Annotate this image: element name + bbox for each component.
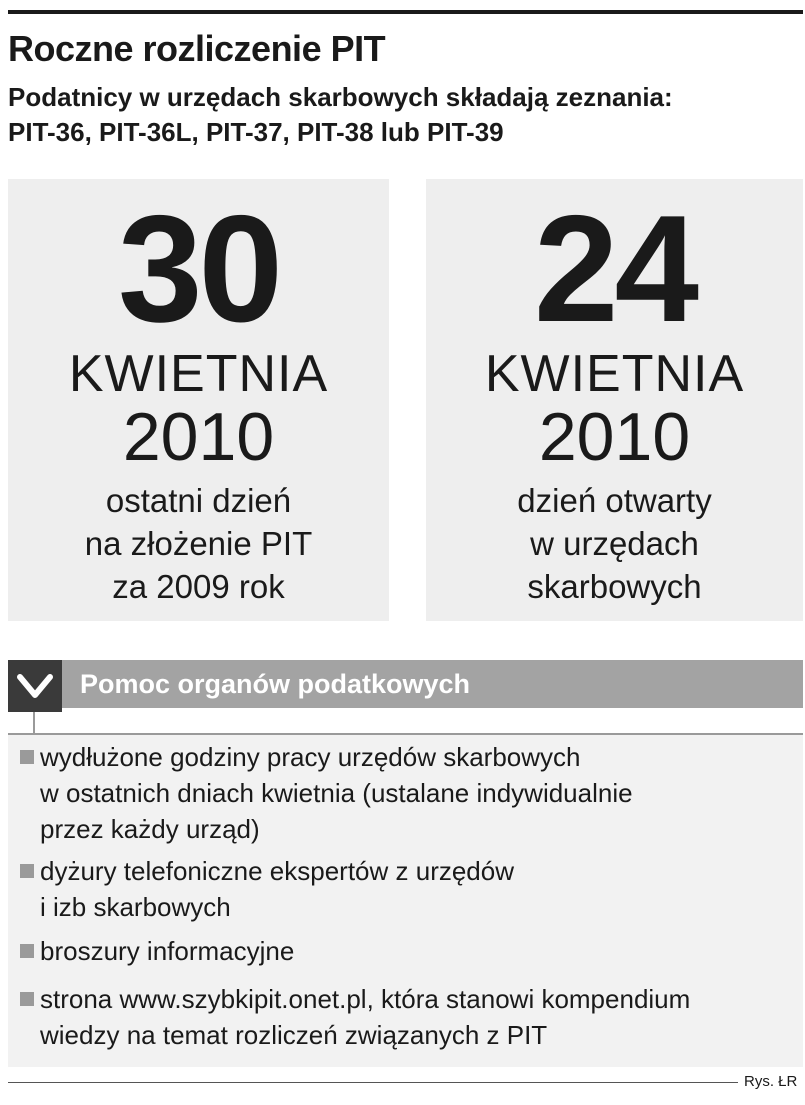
deadline-day: 30: [117, 184, 280, 354]
bullet-square: [20, 864, 34, 878]
open-day-day: 24: [533, 184, 696, 354]
list-item: [16, 933, 796, 969]
section-connector: [33, 712, 35, 734]
deadline-year: 2010: [122, 399, 275, 475]
list-item-line: strona www.szybkipit.onet.pl, która stanowi kompendium: [40, 984, 691, 1014]
subtitle-line: Podatnicy w urzędach skarbowych składają zeznania:: [8, 82, 673, 112]
list-item-line: wydłużone godziny pracy urzędów skarbowych: [40, 742, 581, 772]
open-day-year: 2010: [538, 399, 691, 475]
help-list: [8, 733, 803, 1067]
footer-rule: [8, 1082, 738, 1083]
credit-label: Rys. ŁR: [744, 1073, 798, 1090]
page-title: Roczne rozliczenie PIT: [8, 28, 386, 69]
description-line: za 2009 rok: [112, 568, 285, 605]
description-line: w urzędach: [530, 525, 699, 562]
deadline-month: KWIETNIA: [68, 345, 329, 403]
section-icon-box: [8, 660, 62, 712]
deadline-description: [8, 479, 389, 608]
subtitle-line: PIT-36, PIT-36L, PIT-37, PIT-38 lub PIT-39: [8, 117, 504, 147]
section-title: Pomoc organów podatkowych: [80, 669, 471, 699]
page-subtitle: [8, 80, 803, 150]
list-item-line: przez każdy urząd): [40, 814, 260, 844]
description-line: na złożenie PIT: [84, 525, 313, 562]
description-line: dzień otwarty: [517, 482, 712, 519]
description-line: ostatni dzień: [105, 482, 292, 519]
list-item: [16, 853, 796, 925]
list-item-line: dyżury telefoniczne ekspertów z urzędów: [40, 856, 515, 886]
open-day-description: [426, 479, 803, 608]
open-day-card: [426, 179, 803, 621]
list-item-line: wiedzy na temat rozliczeń związanych z PIT: [40, 1020, 548, 1050]
top-rule: [8, 10, 803, 14]
list-item-line: w ostatnich dniach kwietnia (ustalane indywidualnie: [40, 778, 633, 808]
bullet-square: [20, 944, 34, 958]
deadline-card: [8, 179, 389, 621]
description-line: skarbowych: [527, 568, 702, 605]
open-day-month: KWIETNIA: [484, 345, 745, 403]
list-item-line: i izb skarbowych: [40, 892, 231, 922]
list-item-line: broszury informacyjne: [40, 936, 295, 966]
chevron-down-icon: [15, 668, 55, 704]
list-item: [16, 739, 796, 847]
list-item: [16, 981, 796, 1053]
bullet-square: [20, 992, 34, 1006]
bullet-square: [20, 750, 34, 764]
